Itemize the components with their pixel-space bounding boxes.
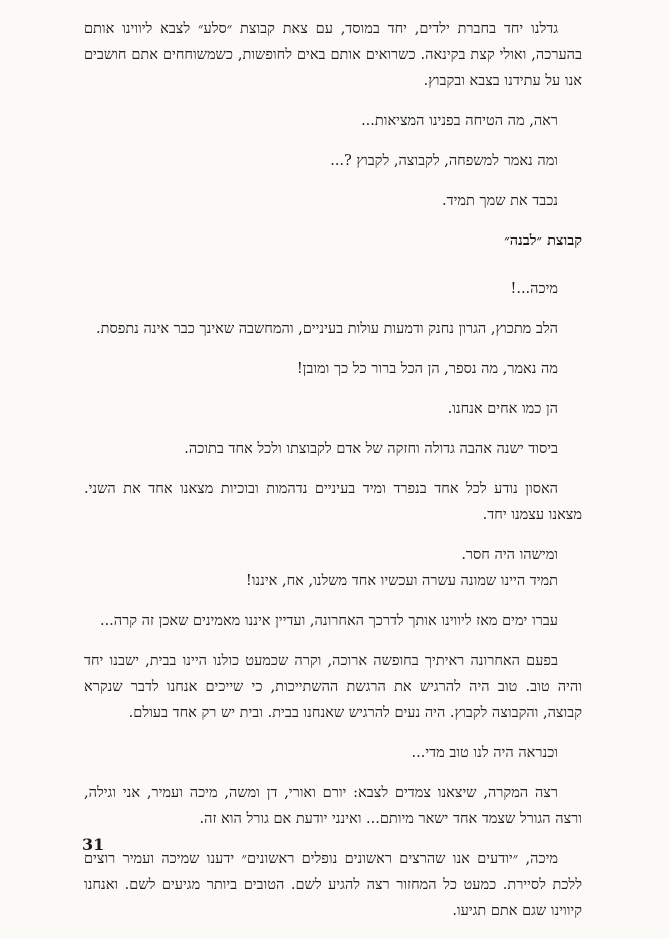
paragraph: הן כמו אחים אנחנו. bbox=[447, 401, 558, 417]
paragraph: ומה נאמר למשפחה, לקבוצה, לקבוץ ?... bbox=[330, 153, 558, 169]
paragraph: הלב מתכוץ, הגרון נחנק ודמעות עולות בעיניים, והמחשבה שאינך כבר אינה נתפסת. bbox=[96, 321, 558, 337]
paragraph: ביסוד ישנה אהבה גדולה וחזקה של אדם לקבוצתו ולכל אחד בתוכה. bbox=[184, 441, 558, 457]
page-body bbox=[84, 16, 582, 938]
paragraph: מיכה, ״יודעים אנו שהרצים ראשונים נופלים ראשונים״ ידענו שמיכה ועמיר רוצים ללכת לסיירת. כמעט כל המחזור רצה להגיע לשם. הטובים ביותר מגיעים לשם. ואנחנו קיווינו שגם אתם תגיעו. bbox=[84, 851, 582, 919]
paragraph: מיכה...! bbox=[510, 281, 558, 297]
paragraph: ומישהו היה חסר. bbox=[461, 547, 558, 563]
paragraph: נכבד את שמך תמיד. bbox=[442, 193, 558, 209]
signature-heading: קבוצת ״לבנה״ bbox=[504, 232, 582, 249]
paragraph: מה נאמר, מה נספר, הן הכל ברור כל כך ומובן! bbox=[296, 361, 558, 377]
paragraph: ראה, מה הטיחה בפנינו המציאות... bbox=[361, 113, 558, 129]
paragraph: עברו ימים מאז ליווינו אותך לדרכך האחרונה, ועדיין איננו מאמינים שאכן זה קרה... bbox=[99, 613, 558, 629]
paragraph: בפעם האחרונה ראיתיך בחופשה ארוכה, וקרה שכמעט כולנו היינו בבית, ישבנו יחד והיה טוב. טוב היה להרגיש את הרגשת ההשתייכות, כי שייכים אנחנו לדבר שנקרא קבוצה, והקבוצה לקבוץ. היה נעים להרגיש שאנחנו בבית. ובית יש רק אחד בעולם. bbox=[84, 653, 582, 721]
paragraph: רצה המקרה, שיצאנו צמדים לצבא: יורם ואורי, דן ומשה, מיכה ועמיר, אני וגילה, ורצה הגורל שצמד אחד ישאר מיותם... ואינני יודעת אם גורל הוא זה. bbox=[84, 785, 582, 827]
paragraph: האסון נודע לכל אחד בנפרד ומיד בעיניים נדהמות ובוכיות מצאנו אחד את השני. מצאנו עצמנו יחד. bbox=[84, 481, 582, 523]
paragraph: תמיד היינו שמונה עשרה ועכשיו אחד משלנו, אח, איננו! bbox=[245, 573, 558, 589]
paragraph: וכנראה היה לנו טוב מדי... bbox=[411, 745, 558, 761]
page-number: 31 bbox=[82, 835, 105, 854]
paragraph: גדלנו יחד בחברת ילדים, יחד במוסד, עם צאת קבוצת ״סלע״ לצבא ליווינו אותם בהערכה, ואולי קצת בקינאה. כשרואים אותם באים לחופשות, כשמשוחחים אתם חושבים אנו על עתידנו בצבא ובקבוץ. bbox=[84, 21, 582, 89]
